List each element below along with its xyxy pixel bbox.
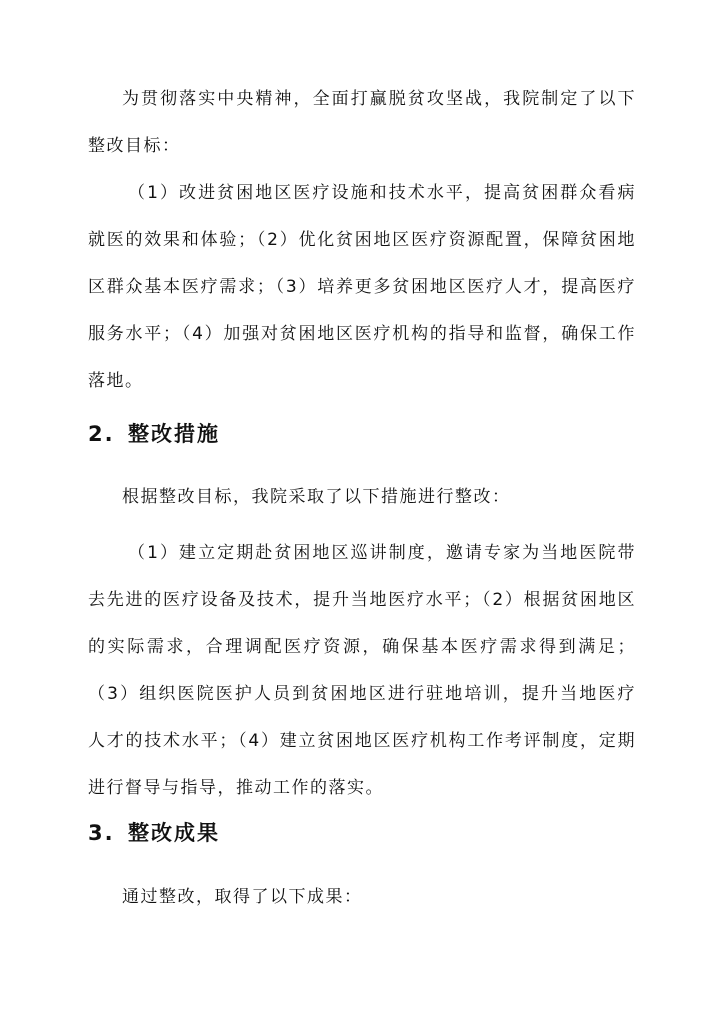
goals-paragraph: （1）改进贫困地区医疗设施和技术水平，提高贫困群众看病就医的效果和体验；（2）优化贫困地区医疗资源配置，保障贫困地区群众基本医疗需求；（3）培养更多贫困地区医疗人才，提高医疗服务水平；（4）加强对贫困地区医疗机构的指导和监督，确保工作落地。 xyxy=(88,183,636,391)
section-2-intro: 根据整改目标，我院采取了以下措施进行整改： xyxy=(122,487,511,507)
section-3-title: 整改成果 xyxy=(128,821,220,845)
section-3-intro: 通过整改，取得了以下成果： xyxy=(122,887,363,907)
section-2-heading xyxy=(88,418,220,448)
section-2-measures: （1）建立定期赴贫困地区巡讲制度，邀请专家为当地医院带去先进的医疗设备及技术，提升当地医疗水平；（2）根据贫困地区的实际需求，合理调配医疗资源，确保基本医疗需求得到满足；（3）组织医院医护人员到贫困地区进行驻地培训，提升当地医疗人才的技术水平；（4）建立贫困地区医疗机构工作考评制度，定期进行督导与指导，推动工作的落实。 xyxy=(88,543,636,798)
intro-paragraph: 为贯彻落实中央精神，全面打赢脱贫攻坚战，我院制定了以下整改目标： xyxy=(88,89,636,156)
section-2-title: 整改措施 xyxy=(128,422,220,446)
section-3-heading xyxy=(88,817,220,847)
section-2-number: 2. xyxy=(88,422,115,446)
section-3-number: 3. xyxy=(88,821,115,845)
